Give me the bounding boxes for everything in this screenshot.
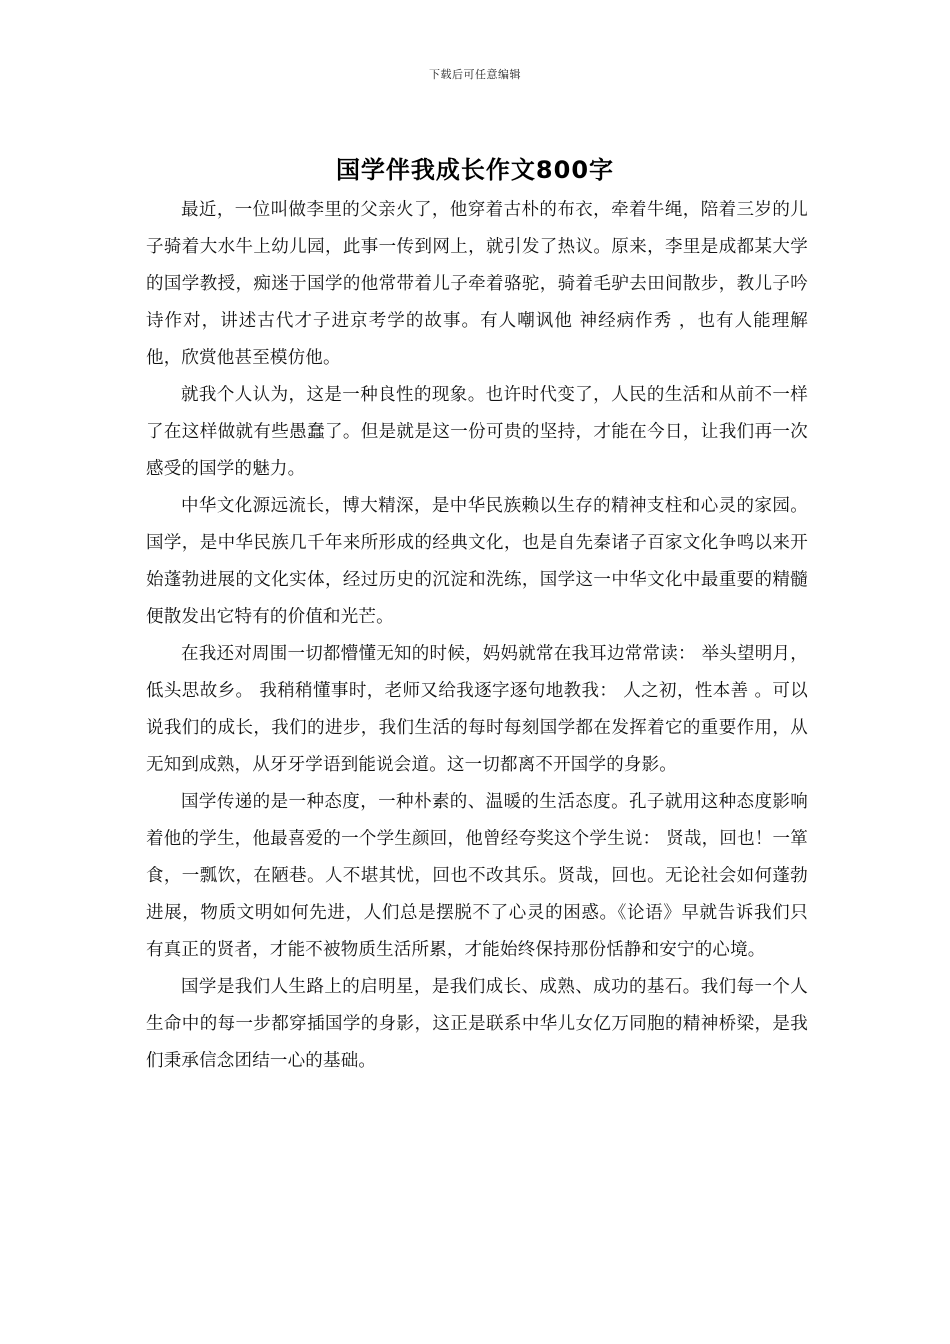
paragraph: 最近，一位叫做李里的父亲火了，他穿着古朴的布衣，牵着牛绳，陪着三岁的儿子骑着大水牛上幼儿园，此事一传到网上，就引发了热议。原来，李里是成都某大学的国学教授，痴迷于国学的他常带着儿子牵着骆驼，骑着毛驴去田间散步，教儿子吟诗作对，讲述古代才子进京考学的故事。有人嘲讽他 神经病作秀 ，也有人能理解他，欣赏他甚至模仿他。: [146, 200, 808, 368]
paragraph: 国学传递的是一种态度，一种朴素的、温暖的生活态度。孔子就用这种态度影响着他的学生，他最喜爱的一个学生颜回，他曾经夸奖这个学生说： 贤哉，回也！一箪食，一瓢饮，在陋巷。人不堪其忧，回也不改其乐。贤哉，回也。无论社会如何蓬勃进展，物质文明如何先进，人们总是摆脱不了心灵的困惑。《论语》早就告诉我们只有真正的贤者，才能不被物质生活所累，才能始终保持那份恬静和安宁的心境。: [146, 792, 808, 960]
paragraph: 中华文化源远流长，博大精深，是中华民族赖以生存的精神支柱和心灵的家园。国学，是中华民族几千年来所形成的经典文化，也是自先秦诸子百家文化争鸣以来开始蓬勃进展的文化实体，经过历史的沉淀和洗练，国学这一中华文化中最重要的精髓便散发出它特有的价值和光芒。: [146, 496, 808, 627]
paragraph: 就我个人认为，这是一种良性的现象。也许时代变了，人民的生活和从前不一样了在这样做就有些愚蠢了。但是就是这一份可贵的坚持，才能在今日，让我们再一次感受的国学的魅力。: [146, 385, 808, 479]
document-body: [146, 192, 808, 1080]
document-title: 国学伴我成长作文800字: [335, 156, 615, 184]
paragraph: 在我还对周围一切都懵懂无知的时候，妈妈就常在我耳边常常读： 举头望明月，低头思故乡。 我稍稍懂事时，老师又给我逐字逐句地教我： 人之初，性本善 。可以说我们的成长，我们的进步，我们生活的每时每刻国学都在发挥着它的重要作用，从无知到成熟，从牙牙学语到能说会道。这一切都离不开国学的身影。: [146, 644, 808, 775]
header-note: 下载后可任意编辑: [429, 68, 521, 81]
paragraph: 国学是我们人生路上的启明星，是我们成长、成熟、成功的基石。我们每一个人生命中的每一步都穿插国学的身影，这正是联系中华儿女亿万同胞的精神桥梁，是我们秉承信念团结一心的基础。: [146, 977, 808, 1071]
